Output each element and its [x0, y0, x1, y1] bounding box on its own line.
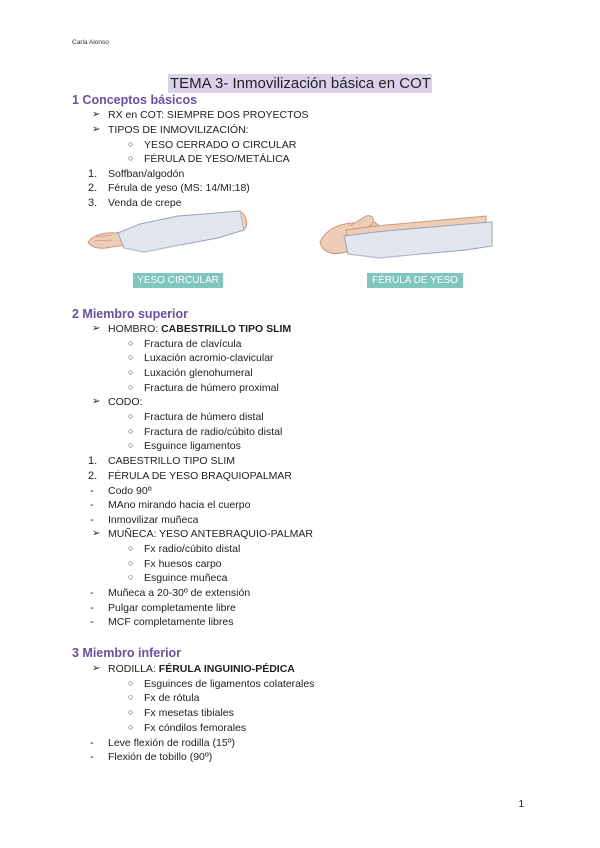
circle-bullet: ○: [128, 707, 134, 717]
circle-bullet: ○: [128, 722, 134, 732]
author-name: Carla Alonso: [72, 39, 109, 46]
arrow-bullet: ➢: [92, 396, 101, 407]
plaster-splint-illustration: [316, 206, 496, 266]
list-item: Férula de yeso (MS: 14/MI:18): [108, 182, 250, 194]
list-item: Soffban/algodón: [108, 168, 185, 180]
list-item: Fx radio/cúbito distal: [144, 543, 241, 555]
circle-bullet: ○: [128, 153, 134, 163]
list-item: YESO CERRADO O CIRCULAR: [144, 139, 297, 151]
list-item: Luxación glenohumeral: [144, 367, 253, 379]
list-item: Codo 90º: [108, 485, 152, 497]
number-marker: 1.: [88, 168, 98, 180]
section-heading-conceptos: 1 Conceptos básicos: [72, 93, 198, 107]
arrow-bullet: ➢: [92, 109, 101, 120]
list-item-bold: CABESTRILLO TIPO SLIM: [161, 323, 292, 335]
list-item: Esguinces de ligamentos colaterales: [144, 678, 315, 690]
arrow-bullet: ➢: [92, 323, 101, 334]
number-marker: 2.: [88, 182, 98, 194]
list-item-text: HOMBRO:: [108, 323, 162, 335]
arrow-bullet: ➢: [92, 663, 101, 674]
dash-bullet: -: [90, 737, 94, 749]
dash-bullet: -: [90, 499, 94, 511]
dash-bullet: -: [90, 602, 94, 614]
list-item: Flexión de tobillo (90º): [108, 751, 213, 763]
circle-bullet: ○: [128, 338, 134, 348]
dash-bullet: -: [90, 751, 94, 763]
list-item: FÉRULA DE YESO/METÁLICA: [144, 153, 290, 165]
list-item: MUÑECA: YESO ANTEBRAQUIO-PALMAR: [108, 528, 313, 540]
list-item: Fractura de clavícula: [144, 338, 242, 350]
list-item: Fx cóndilos femorales: [144, 722, 247, 734]
circle-bullet: ○: [128, 139, 134, 149]
dash-bullet: -: [90, 485, 94, 497]
number-marker: 1.: [88, 455, 98, 467]
circle-bullet: ○: [128, 352, 134, 362]
list-item: TIPOS DE INMOVILIZACIÓN:: [108, 124, 249, 136]
circle-bullet: ○: [128, 572, 134, 582]
circle-bullet: ○: [128, 367, 134, 377]
arrow-bullet: ➢: [92, 124, 101, 135]
list-item: Luxación acromio-clavicular: [144, 352, 274, 364]
number-marker: 2.: [88, 470, 98, 482]
circle-bullet: ○: [128, 692, 134, 702]
list-item: Fractura de radio/cúbito distal: [144, 426, 283, 438]
list-item: MAno mirando hacia el cuerpo: [108, 499, 251, 511]
list-item: CABESTRILLO TIPO SLIM: [108, 455, 236, 467]
dash-bullet: -: [90, 514, 94, 526]
list-item: Venda de crepe: [108, 197, 182, 209]
number-marker: 3.: [88, 197, 98, 209]
circle-bullet: ○: [128, 558, 134, 568]
list-item-bold: FÉRULA INGUINIO-PÉDICA: [158, 663, 295, 675]
page-title: TEMA 3- Inmovilización básica en COT: [170, 75, 431, 92]
section-heading-miembro-inferior: 3 Miembro inferior: [72, 646, 182, 660]
list-item: Fx de rótula: [144, 692, 200, 704]
list-item: Esguince muñeca: [144, 572, 228, 584]
list-item: Fractura de húmero proximal: [144, 382, 279, 394]
list-item: MCF completamente libres: [108, 616, 234, 628]
list-item: Fractura de húmero distal: [144, 411, 264, 423]
circle-bullet: ○: [128, 543, 134, 553]
circular-cast-badge: YESO CIRCULAR: [133, 273, 223, 288]
circle-bullet: ○: [128, 426, 134, 436]
list-item: Leve flexión de rodilla (15º): [108, 737, 235, 749]
list-item: Fx mesetas tibiales: [144, 707, 234, 719]
list-item: Inmovilizar muñeca: [108, 514, 199, 526]
circular-cast-illustration: [82, 208, 252, 268]
list-item: Pulgar completamente libre: [108, 602, 236, 614]
list-item: Muñeca a 20-30º de extensión: [108, 587, 251, 599]
list-item: [108, 323, 291, 335]
circle-bullet: ○: [128, 411, 134, 421]
section-heading-miembro-superior: 2 Miembro superior: [72, 307, 188, 321]
list-item: [108, 663, 295, 675]
circle-bullet: ○: [128, 678, 134, 688]
list-item-text: RODILLA:: [108, 663, 159, 675]
list-item: CODO:: [108, 396, 143, 408]
list-item: FÉRULA DE YESO BRAQUIOPALMAR: [108, 470, 292, 482]
list-item: RX en COT: SIEMPRE DOS PROYECTOS: [108, 109, 309, 121]
plaster-splint-badge: FÉRULA DE YESO: [367, 273, 463, 288]
list-item: Esguince ligamentos: [144, 440, 241, 452]
circle-bullet: ○: [128, 382, 134, 392]
list-item: Fx huesos carpo: [144, 558, 222, 570]
arrow-bullet: ➢: [92, 528, 101, 539]
page-number: 1: [518, 799, 524, 810]
dash-bullet: -: [90, 616, 94, 628]
circle-bullet: ○: [128, 440, 134, 450]
dash-bullet: -: [90, 587, 94, 599]
